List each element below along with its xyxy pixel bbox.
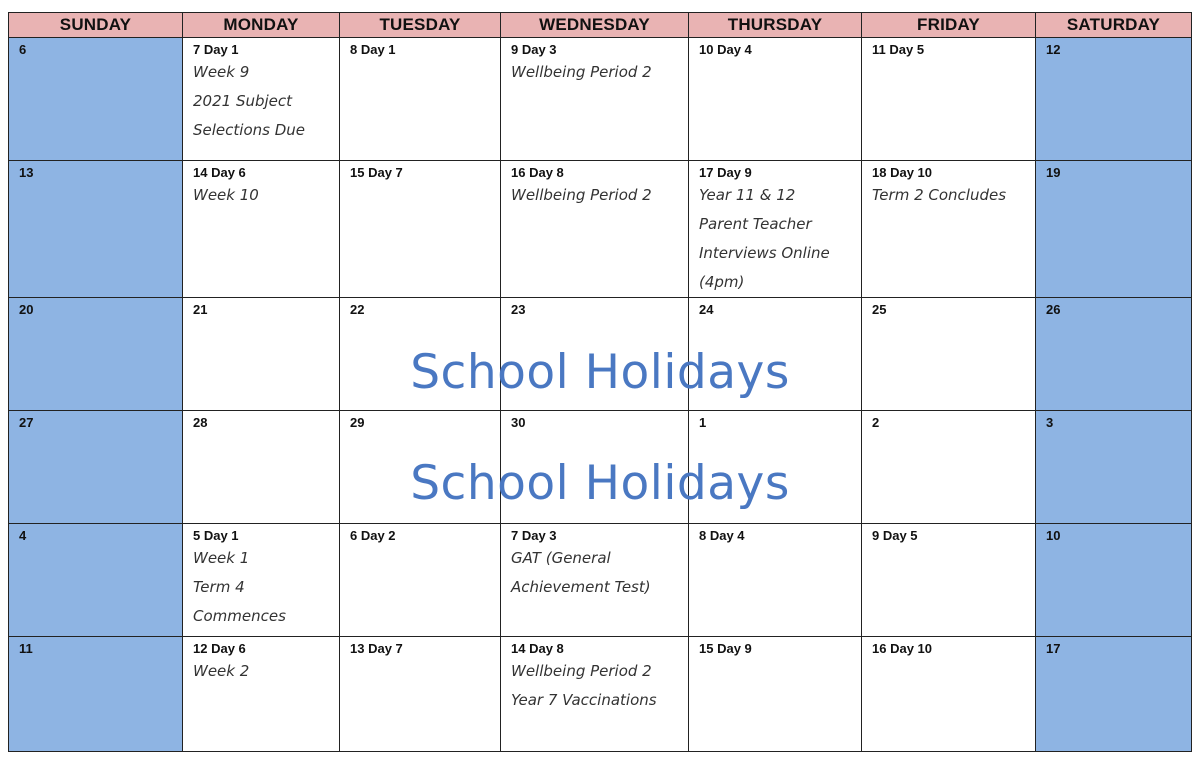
day-cell [501,524,689,637]
day-label: 11 [19,641,33,656]
weekday-header: WEDNESDAY [501,13,689,38]
day-label: 12 [1046,42,1061,57]
week-row [9,38,1192,161]
day-label: 18 Day 10 [872,165,932,180]
week-row [9,524,1192,637]
day-cell [501,637,689,752]
event-text: Parent Teacher [699,215,812,233]
day-label: 5 Day 1 [193,528,239,543]
day-cell [862,298,1036,411]
day-cell [9,411,183,524]
weekday-header: SATURDAY [1036,13,1192,38]
day-label: 27 [19,415,34,430]
day-cell [9,637,183,752]
day-cell [183,524,340,637]
day-cell [862,161,1036,298]
event-text: Week 10 [193,186,259,204]
day-cell [501,161,689,298]
day-label: 28 [193,415,208,430]
holiday-banner: School Holidays [410,456,790,511]
day-label: 13 Day 7 [350,641,403,656]
day-cell [1036,161,1192,298]
day-label: 25 [872,302,887,317]
day-label: 8 Day 1 [350,42,396,57]
day-label: 1 [699,415,707,430]
day-cell [183,161,340,298]
event-text: Year 7 Vaccinations [511,691,657,709]
day-cell [862,38,1036,161]
day-label: 9 Day 5 [872,528,918,543]
day-label: 6 Day 2 [350,528,396,543]
week-row [9,298,1192,411]
week-row [9,637,1192,752]
weekday-header: TUESDAY [340,13,501,38]
event-text: Year 11 & 12 [699,186,796,204]
day-cell [9,161,183,298]
day-label: 24 [699,302,714,317]
weekday-header: MONDAY [183,13,340,38]
day-label: 16 Day 10 [872,641,932,656]
day-label: 4 [19,528,27,543]
day-label: 11 Day 5 [872,42,925,57]
day-label: 29 [350,415,365,430]
weekday-header: THURSDAY [689,13,862,38]
day-cell [340,524,501,637]
day-cell [501,38,689,161]
day-cell [689,38,862,161]
day-label: 8 Day 4 [699,528,745,543]
day-cell [1036,524,1192,637]
event-text: Commences [193,607,286,625]
week-row [9,411,1192,524]
day-label: 13 [19,165,34,180]
event-text: (4pm) [699,273,745,291]
day-cell [183,637,340,752]
day-cell [183,38,340,161]
day-label: 20 [19,302,34,317]
day-label: 14 Day 6 [193,165,246,180]
day-label: 30 [511,415,526,430]
event-text: Selections Due [193,121,305,139]
day-cell [183,298,340,411]
event-text: GAT (General [511,549,611,567]
day-cell [340,637,501,752]
day-cell [1036,38,1192,161]
day-label: 17 [1046,641,1061,656]
day-label: 21 [193,302,208,317]
day-cell [862,637,1036,752]
day-cell [340,161,501,298]
calendar-grid [8,12,1192,752]
day-cell [689,637,862,752]
day-cell [9,298,183,411]
event-text: Term 2 Concludes [872,186,1007,204]
day-cell [1036,637,1192,752]
event-text: Week 1 [193,549,250,567]
day-label: 19 [1046,165,1061,180]
day-label: 10 Day 4 [699,42,752,57]
day-cell [862,524,1036,637]
holiday-banner: School Holidays [410,345,790,400]
day-cell [689,524,862,637]
event-text: Achievement Test) [511,578,651,596]
day-cell [689,411,862,524]
event-text: Week 9 [193,63,250,81]
weekday-header: SUNDAY [9,13,183,38]
day-label: 26 [1046,302,1061,317]
day-cell [340,38,501,161]
day-cell [340,298,501,411]
event-text: Wellbeing Period 2 [511,63,652,81]
day-label: 6 [19,42,27,57]
day-label: 7 Day 3 [511,528,557,543]
day-cell [501,298,689,411]
event-text: Wellbeing Period 2 [511,186,652,204]
day-label: 22 [350,302,365,317]
event-text: Term 4 [193,578,245,596]
day-cell [340,411,501,524]
event-text: Interviews Online [699,244,830,262]
day-label: 10 [1046,528,1061,543]
event-text: 2021 Subject [193,92,293,110]
day-label: 16 Day 8 [511,165,564,180]
calendar-body [9,38,1192,752]
day-label: 2 [872,415,880,430]
day-label: 17 Day 9 [699,165,752,180]
day-label: 12 Day 6 [193,641,246,656]
day-label: 15 Day 7 [350,165,403,180]
day-label: 23 [511,302,526,317]
week-row [9,161,1192,298]
weekday-header-row [9,13,1192,38]
day-cell [501,411,689,524]
day-cell [9,38,183,161]
day-cell [1036,298,1192,411]
weekday-header: FRIDAY [862,13,1036,38]
event-text: Wellbeing Period 2 [511,662,652,680]
day-label: 15 Day 9 [699,641,752,656]
event-text: Week 2 [193,662,250,680]
day-label: 7 Day 1 [193,42,239,57]
day-cell [689,161,862,298]
day-cell [9,524,183,637]
day-cell [862,411,1036,524]
day-cell [689,298,862,411]
day-label: 14 Day 8 [511,641,564,656]
day-cell [1036,411,1192,524]
day-label: 9 Day 3 [511,42,557,57]
day-label: 3 [1046,415,1054,430]
day-cell [183,411,340,524]
